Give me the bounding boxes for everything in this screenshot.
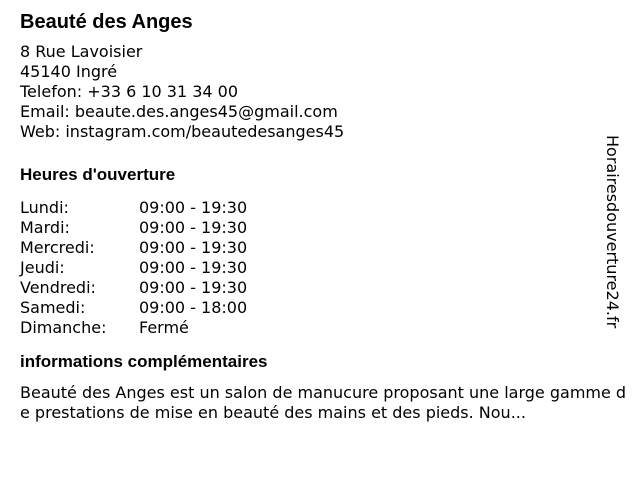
hours-heading: Heures d'ouverture: [20, 165, 176, 184]
hours-row-dimanche: [20, 318, 632, 338]
hours-time: 09:00 - 19:30: [139, 218, 248, 237]
business-name: Beauté des Anges: [20, 11, 193, 33]
hours-row-jeudi: [20, 258, 632, 278]
hours-time: 09:00 - 19:30: [139, 198, 248, 217]
info-description: Beauté des Anges est un salon de manucure proposant une large gamme de prestations de mise en beauté des mains et des pieds. Nou...: [20, 383, 627, 422]
hours-day: Jeudi:: [20, 258, 65, 277]
contact-block: [20, 42, 632, 142]
address-city: 45140 Ingré: [20, 62, 118, 81]
hours-row-samedi: [20, 298, 632, 318]
email-line: Email: beaute.des.anges45@gmail.com: [20, 102, 338, 121]
hours-time: 09:00 - 19:30: [139, 238, 248, 257]
web-line: Web: instagram.com/beautedesanges45: [20, 122, 345, 141]
hours-row-vendredi: [20, 278, 632, 298]
hours-row-mercredi: [20, 238, 632, 258]
hours-time: 09:00 - 19:30: [139, 258, 248, 277]
hours-day: Mercredi:: [20, 238, 95, 257]
hours-row-lundi: [20, 198, 632, 218]
hours-table: [20, 198, 632, 338]
address-street: 8 Rue Lavoisier: [20, 42, 143, 61]
hours-day: Vendredi:: [20, 278, 96, 297]
site-credit: Horairesdouverture24.fr: [603, 135, 622, 329]
hours-time: Fermé: [139, 318, 189, 337]
hours-time: 09:00 - 19:30: [139, 278, 248, 297]
hours-row-mardi: [20, 218, 632, 238]
hours-day: Lundi:: [20, 198, 69, 217]
hours-day: Dimanche:: [20, 318, 107, 337]
business-card: [20, 10, 632, 423]
hours-day: Samedi:: [20, 298, 86, 317]
hours-time: 09:00 - 18:00: [139, 298, 248, 317]
info-heading: informations complémentaires: [20, 352, 268, 371]
hours-day: Mardi:: [20, 218, 70, 237]
phone-line: Telefon: +33 6 10 31 34 00: [20, 82, 239, 101]
